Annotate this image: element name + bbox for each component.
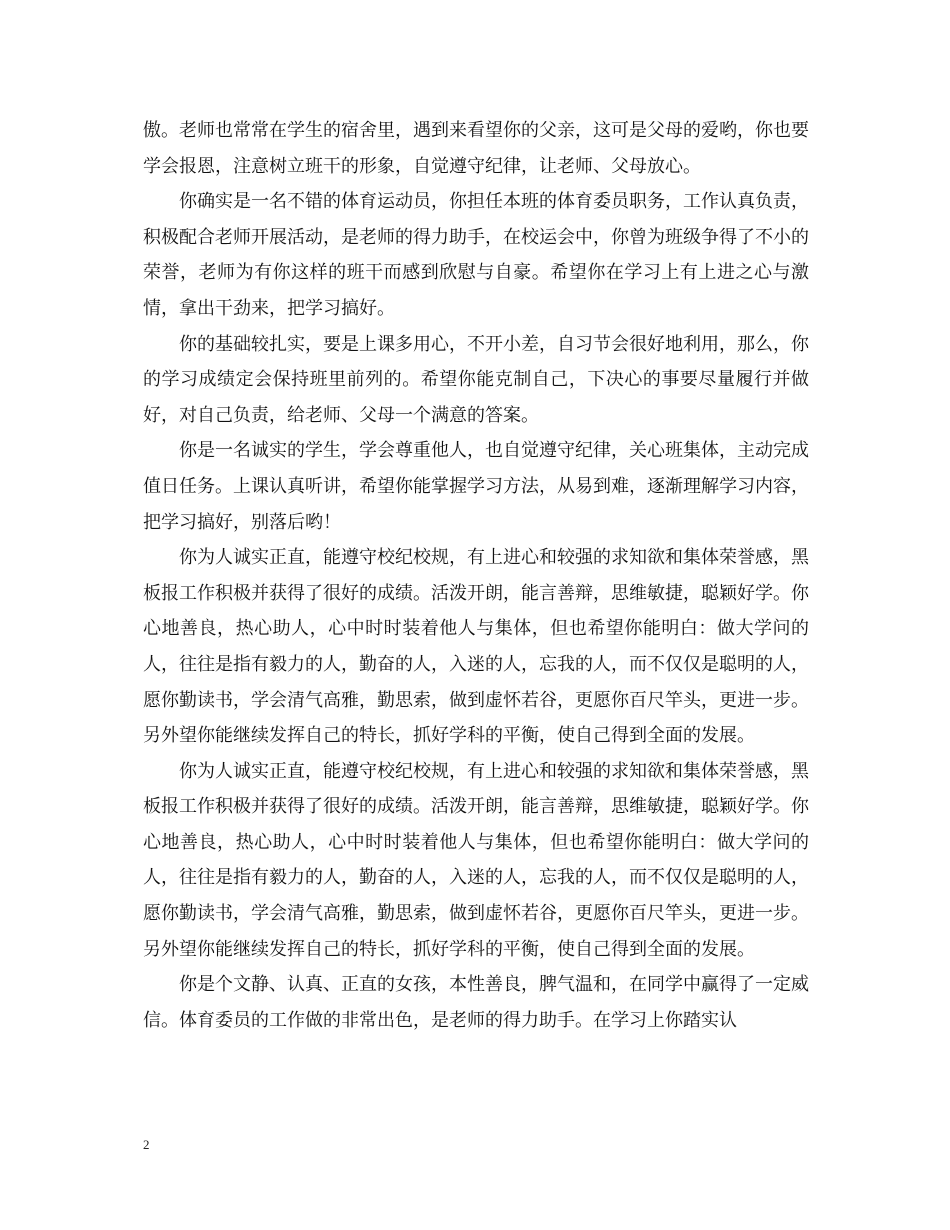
- page-number: 2: [143, 1137, 150, 1152]
- paragraph-4: 你是一名诚实的学生，学会尊重他人，也自觉遵守纪律，关心班集体，主动完成值日任务。上课认真听讲，希望你能掌握学习方法，从易到难，逐渐理解学习内容，把学习搞好，别落后哟！: [143, 440, 809, 533]
- document-body: [143, 113, 809, 1038]
- paragraph-2: 你确实是一名不错的体育运动员，你担任本班的体育委员职务，工作认真负责，积极配合老师开展活动，是老师的得力助手，在校运会中，你曾为班级争得了不小的荣誉，老师为有你这样的班干而感到欣慰与自豪。希望你在学习上有上进之心与激情，拿出干劲来，把学习搞好。: [143, 191, 809, 319]
- paragraph-1: 傲。老师也常常在学生的宿舍里，遇到来看望你的父亲，这可是父母的爱哟，你也要学会报恩，注意树立班干的形象，自觉遵守纪律，让老师、父母放心。: [143, 120, 809, 177]
- paragraph-3: 你的基础较扎实，要是上课多用心，不开小差，自习节会很好地利用，那么，你的学习成绩定会保持班里前列的。希望你能克制自己，下决心的事要尽量履行并做好，对自己负责，给老师、父母一个满意的答案。: [143, 333, 809, 426]
- paragraph-6: 你为人诚实正直，能遵守校纪校规，有上进心和较强的求知欲和集体荣誉感，黑板报工作积极并获得了很好的成绩。活泼开朗，能言善辩，思维敏捷，聪颖好学。你心地善良，热心助人，心中时时装着他人与集体，但也希望你能明白：做大学问的人，往往是指有毅力的人，勤奋的人，入迷的人，忘我的人，而不仅仅是聪明的人，愿你勤读书，学会清气高雅，勤思索，做到虚怀若谷，更愿你百尺竿头，更进一步。另外望你能继续发挥自己的特长，抓好学科的平衡，使自己得到全面的发展。: [143, 760, 809, 960]
- paragraph-7: 你是个文静、认真、正直的女孩，本性善良，脾气温和，在同学中赢得了一定威信。体育委员的工作做的非常出色，是老师的得力助手。在学习上你踏实认: [143, 974, 809, 1031]
- paragraph-5: 你为人诚实正直，能遵守校纪校规，有上进心和较强的求知欲和集体荣誉感，黑板报工作积极并获得了很好的成绩。活泼开朗，能言善辩，思维敏捷，聪颖好学。你心地善良，热心助人，心中时时装着他人与集体，但也希望你能明白：做大学问的人，往往是指有毅力的人，勤奋的人，入迷的人，忘我的人，而不仅仅是聪明的人，愿你勤读书，学会清气高雅，勤思索，做到虚怀若谷，更愿你百尺竿头，更进一步。另外望你能继续发挥自己的特长，抓好学科的平衡，使自己得到全面的发展。: [143, 547, 809, 747]
